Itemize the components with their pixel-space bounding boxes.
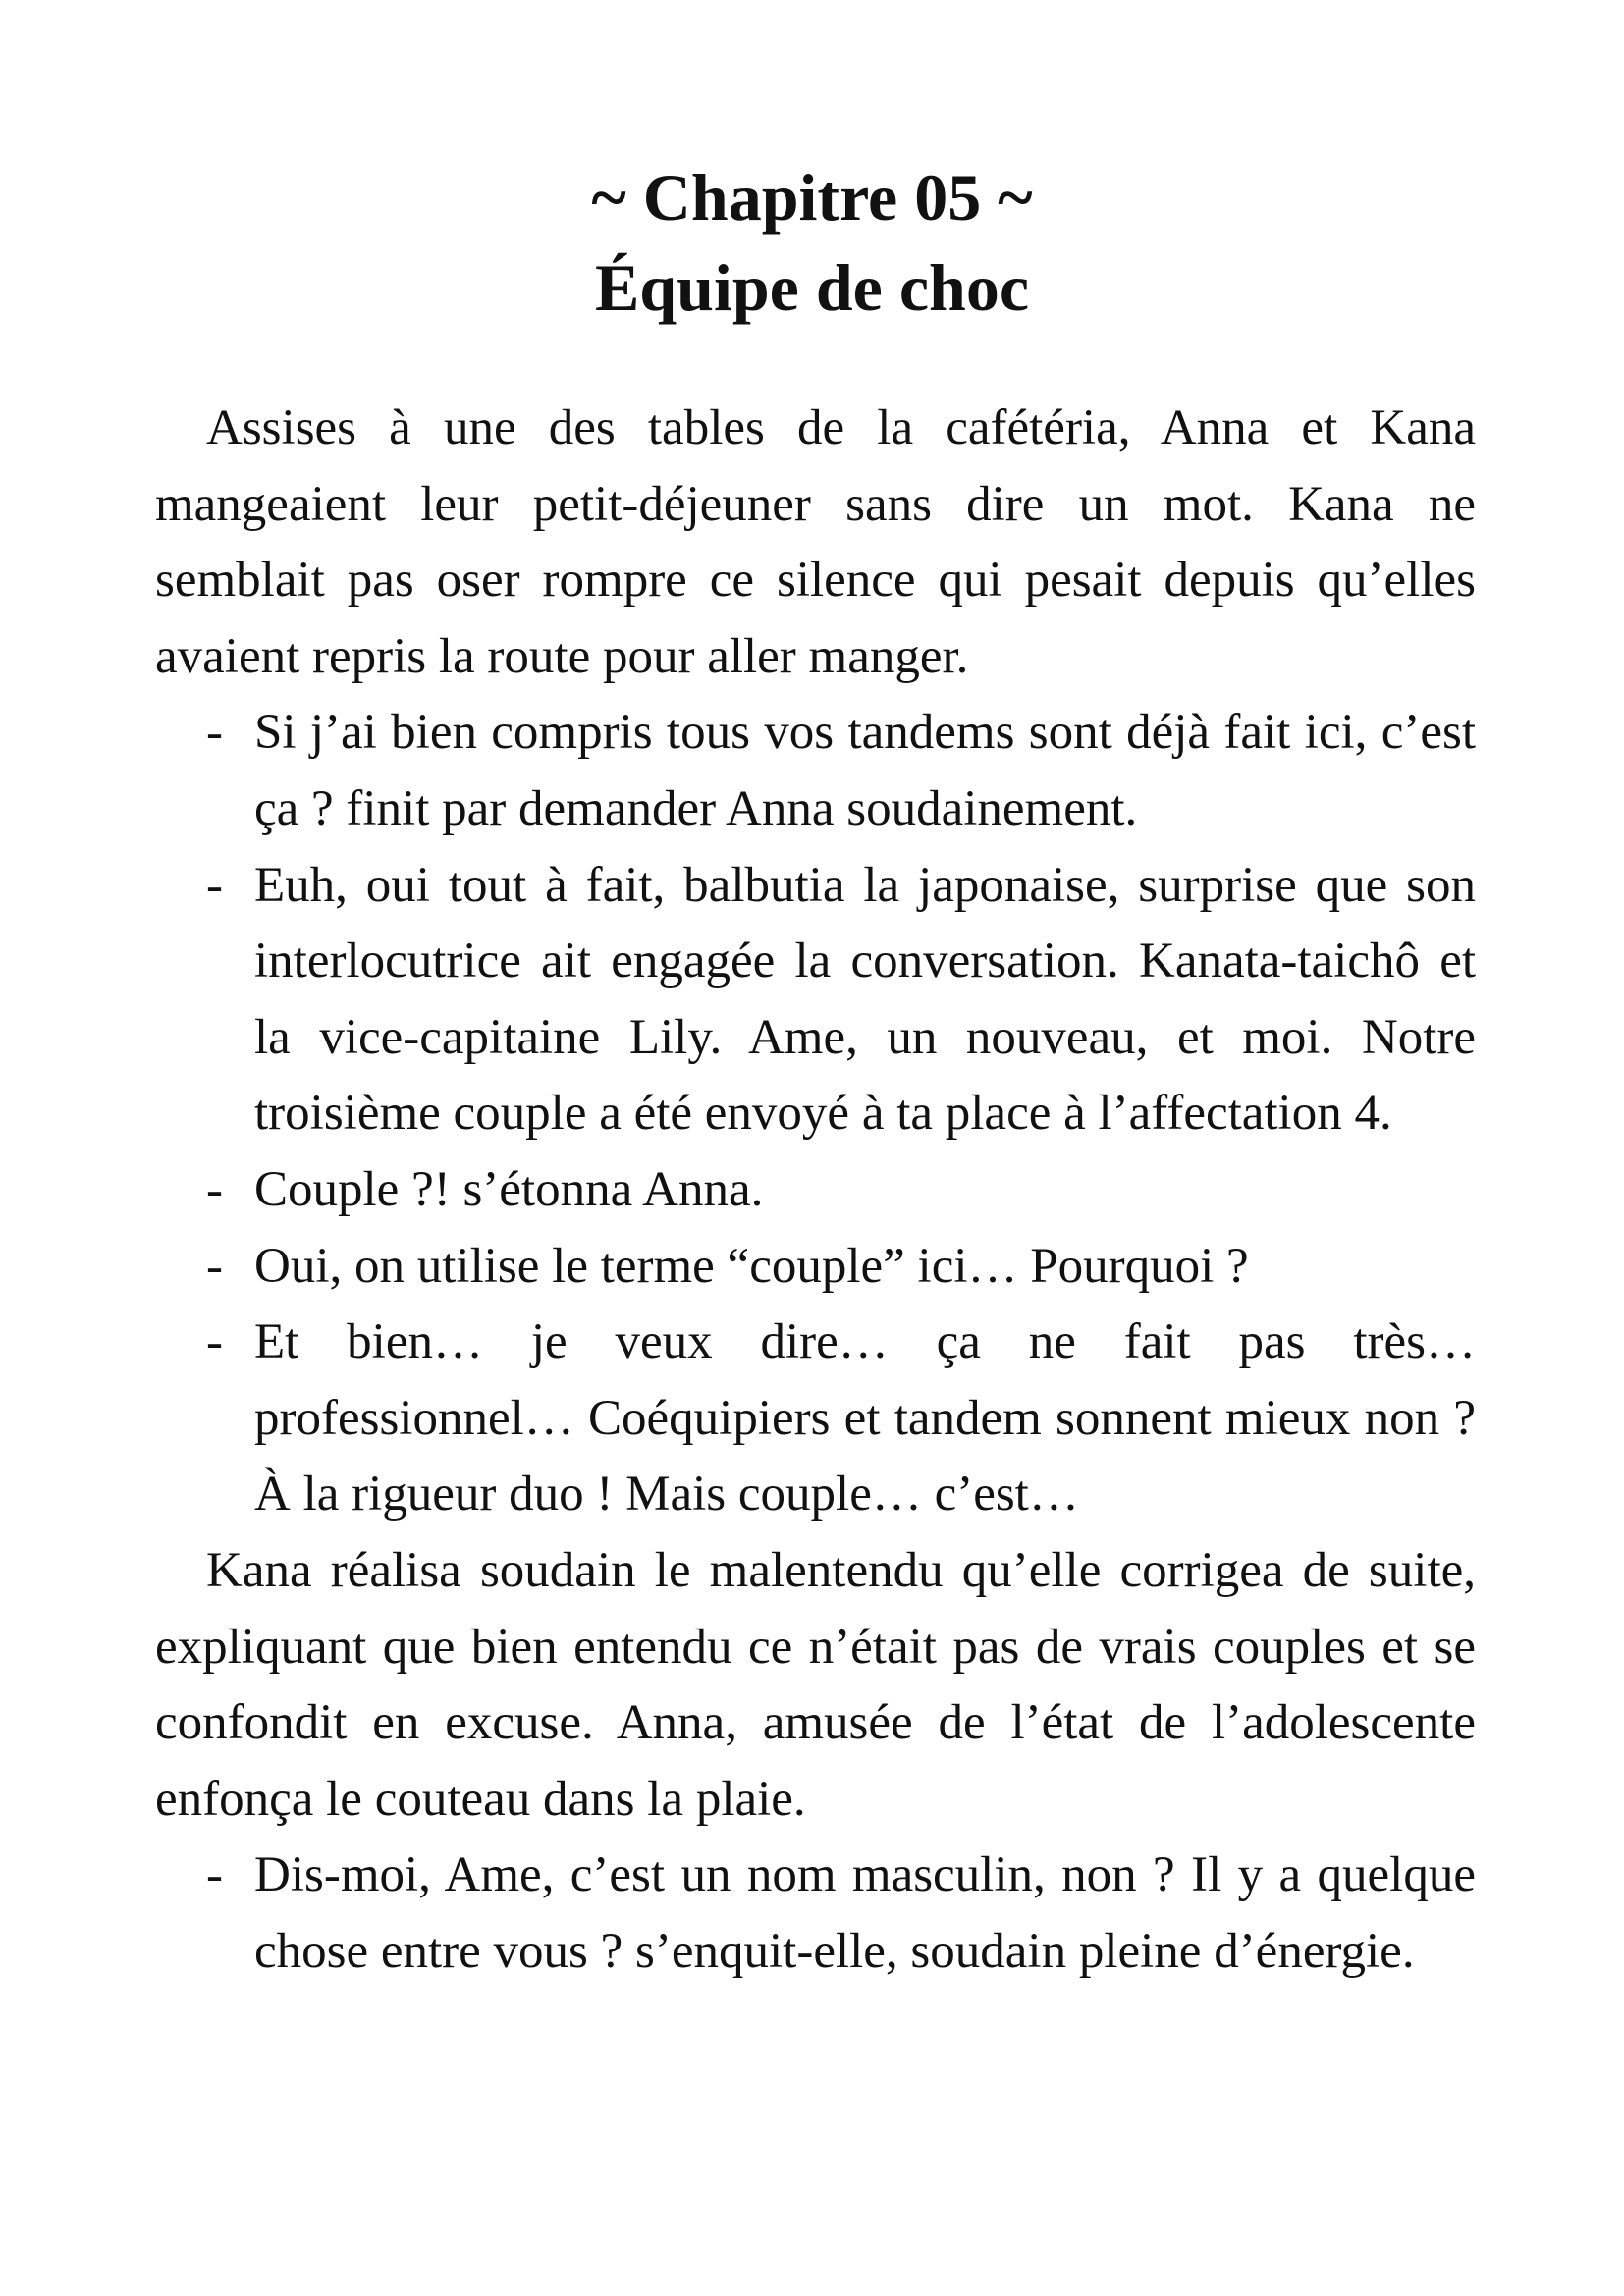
chapter-heading bbox=[0, 152, 1624, 333]
dialogue-text: Oui, on utilise le terme “couple” ici… Pourquoi ? bbox=[254, 1238, 1249, 1294]
dialogue-dash: - bbox=[206, 705, 223, 761]
chapter-title: Équipe de choc bbox=[594, 250, 1030, 325]
dialogue-line bbox=[155, 1305, 1476, 1533]
dialogue-line bbox=[155, 1152, 1476, 1229]
dialogue-text: Et bien… je veux dire… ça ne fait pas très… professionnel… Coéquipiers et tandem sonnent mieux non ? À la rigueur duo ! Mais couple… c’est… bbox=[254, 1314, 1476, 1522]
dialogue-dash: - bbox=[206, 1161, 223, 1217]
narration-paragraph: Kana réalisa soudain le malentendu qu’elle corrigea de suite, expliquant que bien entendu ce n’était pas de vrais couples et se confondit en excuse. Anna, amusée de l’état de l’adolescente enfonça le couteau dans la plaie. bbox=[155, 1542, 1476, 1827]
dialogue-text: Dis-moi, Ame, c’est un nom masculin, non ? Il y a quelque chose entre vous ? s’enquit-elle, soudain pleine d’énergie. bbox=[254, 1847, 1476, 1979]
dialogue-dash: - bbox=[206, 857, 223, 913]
dialogue-text: Couple ?! s’étonna Anna. bbox=[254, 1161, 764, 1217]
dialogue-line bbox=[155, 695, 1476, 847]
dialogue-dash: - bbox=[206, 1314, 223, 1370]
dialogue-text: Si j’ai bien compris tous vos tandems sont déjà fait ici, c’est ça ? finit par demander Anna soudainement. bbox=[254, 705, 1476, 836]
dialogue-line bbox=[155, 1838, 1476, 1990]
chapter-body bbox=[155, 391, 1476, 1990]
dialogue-dash: - bbox=[206, 1238, 223, 1294]
narration-paragraph: Assises à une des tables de la cafétéria, Anna et Kana mangeaient leur petit-déjeuner sans dire un mot. Kana ne semblait pas oser rompre ce silence qui pesait depuis qu’elles avaient repris la route pour aller manger. bbox=[155, 400, 1476, 684]
chapter-number: ~ Chapitre 05 ~ bbox=[591, 160, 1033, 235]
dialogue-line bbox=[155, 848, 1476, 1152]
dialogue-line bbox=[155, 1229, 1476, 1306]
dialogue-text: Euh, oui tout à fait, balbutia la japonaise, surprise que son interlocutrice ait engagée la conversation. Kanata-taichô et la vice-capitaine Lily. Ame, un nouveau, et moi. Notre troisième couple a été envoyé à ta place à l’affectation 4. bbox=[254, 857, 1476, 1142]
dialogue-dash: - bbox=[206, 1847, 223, 1903]
